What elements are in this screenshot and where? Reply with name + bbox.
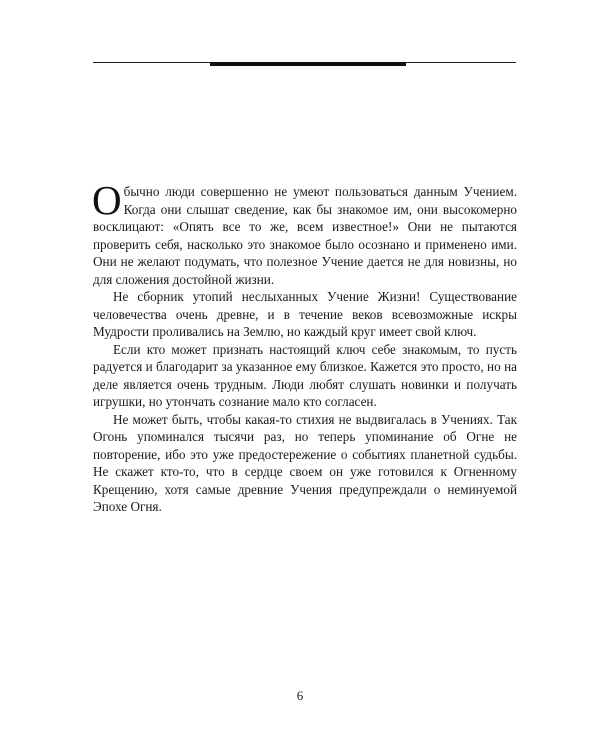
header-rule-thick: [210, 62, 406, 66]
page-number: 6: [296, 688, 304, 703]
paragraph-1-text: бычно люди совершенно не умеют пользоваться данным Учением. Когда они слышат сведение, как бы знакомое им, они высокомерно восклицают: «Опять все то же, всем известное!» Они не пытаются проверить себя, насколько это знакомое было осознано и применено ими. Они не желают подумать, что полезное Учение дается не для новизны, но для сложения достойной жизни.: [93, 184, 517, 287]
paragraph-1: [92, 177, 517, 288]
drop-cap: О: [92, 177, 122, 223]
main-text: [92, 177, 517, 516]
paragraph-3: Если кто может признать настоящий ключ себе знакомым, то пусть радуется и благодарит за указанное ему близкое. Кажется это просто, но на деле является очень трудным. Люди любят слушать новинки и получать игрушки, но утончать сознание мало кто согласен.: [93, 341, 517, 409]
paragraph-2: Не сборник утопий неслыханных Учение Жизни! Существование человечества очень древне, и в течение веков всевозможные искры Мудрости проливались на Землю, но каждый круг имеет свой ключ.: [93, 289, 517, 339]
paragraph-4: Не может быть, чтобы какая-то стихия не выдвигалась в Учениях. Так Огонь упоминался тысячи раз, но теперь упоминание об Огне не повторение, ибо это уже предостережение о событиях планетной судьбы. Не скажет кто-то, что в сердце своем он уже готовился к Огненному Крещению, хотя самые древние Учения предупреждали о неминуемой Эпохе Огня.: [93, 411, 517, 514]
